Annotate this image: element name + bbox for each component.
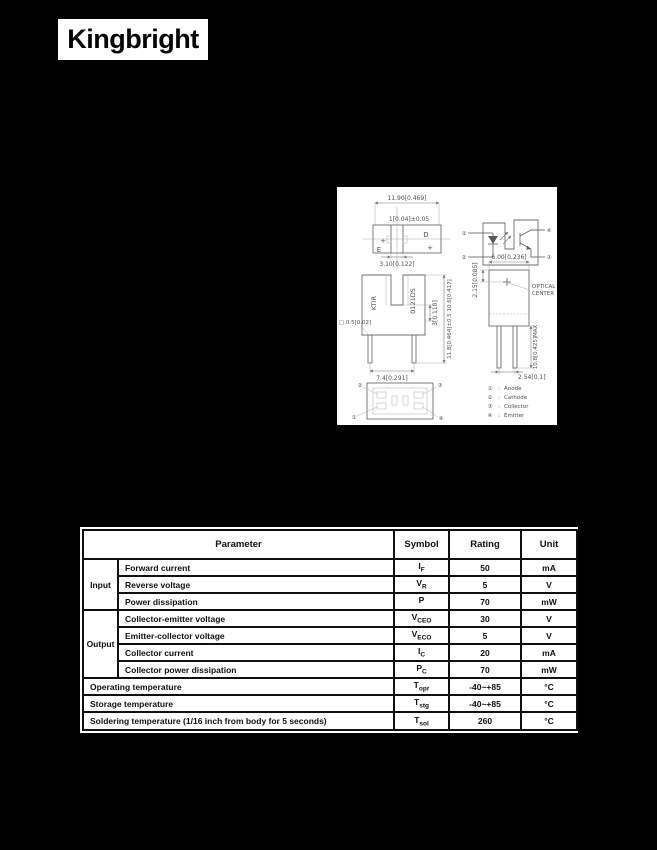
table-row <box>83 712 577 730</box>
bottom-view <box>352 382 444 422</box>
unit-cell: °C <box>521 712 577 730</box>
dim-side-width: 6.00[0.236] <box>491 254 527 261</box>
param-cell: Collector power dissipation <box>118 661 394 678</box>
symbol-cell <box>394 576 449 593</box>
symbol-sub: ECO <box>417 634 432 642</box>
legend-label-cathode: Cathode <box>504 395 528 401</box>
unit-cell: °C <box>521 695 577 712</box>
dim-lead-length: 10.8[0.425]MAX <box>533 324 539 370</box>
symbol-cell <box>394 627 449 644</box>
rating-cell: 5 <box>449 627 521 644</box>
dim-lead-square: □ 0.5[0.02] <box>338 320 372 326</box>
param-cell: Storage temperature <box>83 695 394 712</box>
symbol-cell <box>394 712 449 730</box>
symbol-cell <box>394 559 449 576</box>
legend-label-anode: Anode <box>504 386 522 392</box>
symbol-base: V <box>411 612 418 623</box>
table-row <box>83 678 577 695</box>
group-output: Output <box>83 610 118 678</box>
kingbright-logo <box>58 19 208 60</box>
bottom-pin2: ② <box>357 383 363 389</box>
symbol-base: T <box>414 697 420 708</box>
header-symbol: Symbol <box>394 530 449 559</box>
rating-cell: -40~+85 <box>449 678 521 695</box>
param-cell: Collector-emitter voltage <box>118 610 394 627</box>
table-row <box>83 576 577 593</box>
led-diode-icon <box>488 236 498 244</box>
table-header-row <box>83 530 577 559</box>
legend-pin-2: ② <box>487 395 493 401</box>
symbol-cell <box>394 593 449 610</box>
table-row <box>83 695 577 712</box>
maximum-ratings-table <box>82 529 578 731</box>
header-parameter: Parameter <box>83 530 394 559</box>
symbol-sub: F <box>420 566 425 574</box>
rating-cell: -40~+85 <box>449 695 521 712</box>
schematic-pin2: ② <box>461 255 467 261</box>
dim-optical-height: 2.15[0.085] <box>472 262 479 298</box>
table-row <box>83 644 577 661</box>
table-row <box>83 661 577 678</box>
unit-cell: mW <box>521 661 577 678</box>
symbol-base: T <box>413 680 419 691</box>
schematic-pin1: ① <box>461 231 467 237</box>
symbol-base: P <box>416 663 422 674</box>
rating-cell: 70 <box>449 661 521 678</box>
symbol-sub: opr <box>418 685 430 693</box>
param-cell: Operating temperature <box>83 678 394 695</box>
legend-sep: : <box>498 404 500 410</box>
dim-slot-width: 3.10[0.122] <box>379 261 415 268</box>
rating-cell: 20 <box>449 644 521 661</box>
symbol-base: T <box>414 714 420 725</box>
package-drawing-svg <box>337 187 557 425</box>
header-unit: Unit <box>521 530 577 559</box>
unit-cell: mA <box>521 559 577 576</box>
unit-cell: V <box>521 576 577 593</box>
bottom-pin4: ④ <box>438 416 444 422</box>
dim-top-offset: 1[0.04]±0.05 <box>388 216 430 223</box>
symbol-sub: stg <box>419 702 429 710</box>
header-rating: Rating <box>449 530 521 559</box>
symbol-sub: C <box>420 651 426 659</box>
legend-sep: : <box>498 395 500 401</box>
rating-cell: 260 <box>449 712 521 730</box>
unit-cell: mA <box>521 644 577 661</box>
table-row <box>83 627 577 644</box>
bottom-pin3: ③ <box>437 383 443 389</box>
dim-total-heights: 11.8[0.464]±0.5 10.6[0.417] <box>447 279 453 359</box>
rating-cell: 50 <box>449 559 521 576</box>
rating-cell: 30 <box>449 610 521 627</box>
unit-cell: V <box>521 610 577 627</box>
legend-label-emitter: Emitter <box>504 413 525 419</box>
logo-text: Kingbright <box>67 24 199 54</box>
symbol-sub: CEO <box>417 617 432 625</box>
symbol-base: V <box>416 578 422 589</box>
bottom-pin1: ① <box>351 415 357 421</box>
symbol-sub: R <box>422 583 427 591</box>
schematic-pin4: ④ <box>546 228 552 234</box>
ratings-table-wrapper <box>80 527 578 733</box>
symbol-cell <box>394 610 449 627</box>
param-cell: Collector current <box>118 644 394 661</box>
front-view <box>339 275 453 382</box>
pin-legend <box>488 386 530 419</box>
rating-cell: 70 <box>449 593 521 610</box>
legend-sep: : <box>498 413 500 419</box>
table-row <box>83 559 577 576</box>
symbol-base: I <box>418 561 421 572</box>
table-row <box>83 593 577 610</box>
emitter-arrow-icon <box>527 246 532 250</box>
symbol-sub: C <box>422 668 427 676</box>
symbol-sub: sol <box>419 720 429 728</box>
dim-small-height: 3[0.118] <box>432 300 439 326</box>
unit-cell: °C <box>521 678 577 695</box>
legend-pin-1: ① <box>487 386 493 392</box>
param-cell: Emitter-collector voltage <box>118 627 394 644</box>
rating-cell: 5 <box>449 576 521 593</box>
dim-lead-pitch: 2.54[0.1] <box>518 374 546 381</box>
param-cell: Reverse voltage <box>118 576 394 593</box>
optical-center-label-1: OPTICAL <box>532 284 556 290</box>
symbol-cell <box>394 644 449 661</box>
unit-cell: V <box>521 627 577 644</box>
package-drawing <box>337 187 557 425</box>
side-view <box>472 254 556 381</box>
optical-center-label-2: CENTER <box>532 291 555 297</box>
symbol-cell <box>394 695 449 712</box>
table-row <box>83 610 577 627</box>
symbol-cell <box>394 678 449 695</box>
unit-cell: mW <box>521 593 577 610</box>
dim-lead-span: 7.4[0.291] <box>376 375 408 382</box>
param-cell: Soldering temperature (1/16 inch from body for 5 seconds) <box>83 712 394 730</box>
symbol-base: V <box>411 629 418 640</box>
param-cell: Power dissipation <box>118 593 394 610</box>
part-number-line2: 0121DS <box>409 288 417 314</box>
mark-e: E <box>376 246 382 254</box>
mark-d: D <box>423 231 429 239</box>
group-input: Input <box>83 559 118 610</box>
param-cell: Forward current <box>118 559 394 576</box>
polarity-mark-plus-left: + <box>380 237 386 245</box>
legend-label-collector: Collector <box>504 404 529 410</box>
symbol-base: P <box>418 595 425 606</box>
symbol-base: I <box>417 646 421 657</box>
top-view <box>363 195 451 269</box>
schematic-pin3: ③ <box>546 255 552 261</box>
legend-pin-4: ④ <box>487 413 493 419</box>
legend-sep: : <box>498 386 500 392</box>
dim-top-width: 11.90[0.469] <box>387 195 427 202</box>
polarity-mark-plus-right: + <box>427 244 433 252</box>
legend-pin-3: ③ <box>487 404 493 410</box>
symbol-cell <box>394 661 449 678</box>
part-number-line1: KTIR <box>370 295 378 311</box>
